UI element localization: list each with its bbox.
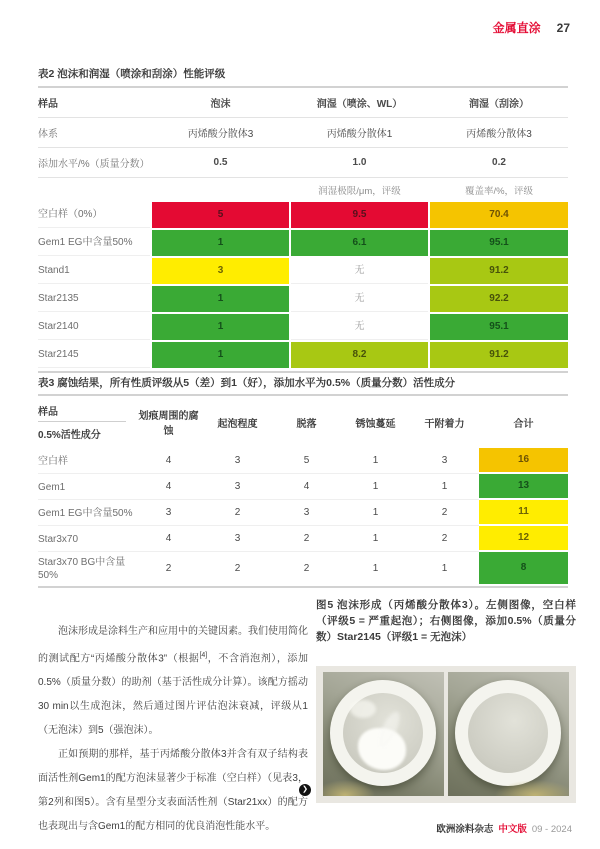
rating-cell: 无	[291, 314, 428, 340]
col-blistering: 起泡程度	[217, 418, 258, 430]
row-label: 空白样	[38, 448, 134, 474]
jar-rim	[330, 680, 436, 786]
table-row	[38, 526, 568, 552]
col-rust-creep: 锈蚀蔓延	[355, 418, 396, 430]
rating-value: 4	[134, 448, 203, 474]
foam-bubbles	[350, 700, 376, 718]
page-header	[493, 19, 570, 36]
row-label: Star2145	[38, 342, 150, 368]
table-row	[38, 202, 568, 228]
photo-star2145-no-foam	[448, 672, 569, 796]
dosage-row-label: 添加水平/%（质量分数）	[38, 159, 150, 170]
figure5-photo-panel	[316, 666, 576, 803]
row-label: Gem1	[38, 474, 134, 500]
rating-cell: 91.2	[430, 342, 568, 368]
rating-value: 1	[441, 563, 448, 574]
row-label: Gem1 EG中含量50%	[38, 230, 150, 256]
system-value: 丙烯酸分散体3	[187, 129, 254, 140]
dosage-value: 0.2	[492, 157, 506, 168]
table-row	[38, 552, 568, 586]
rating-value: 2	[203, 500, 272, 526]
table2-col-wetting-scrape: 润湿（刮涂）	[469, 99, 529, 110]
article-body	[38, 620, 308, 839]
rating-value: 3	[203, 448, 272, 474]
col-peeling: 脱落	[296, 418, 317, 430]
table-row	[38, 286, 568, 312]
table2-subheader-row	[38, 178, 568, 202]
rating-value: 2	[410, 500, 479, 526]
rating-value: 3	[410, 448, 479, 474]
rating-cell: 6.1	[291, 230, 428, 256]
reference-mark: [4]	[199, 652, 208, 659]
subheader-wetting-limit: 润湿极限/μm，评级	[318, 186, 401, 197]
total-cell: 8	[479, 552, 568, 584]
photo-blank-sample-foam	[323, 672, 444, 796]
row-label: Star3x70 BG中含量50%	[38, 557, 126, 581]
rating-cell: 95.1	[430, 230, 568, 256]
rating-value: 1	[341, 474, 410, 500]
system-value: 丙烯酸分散体3	[466, 129, 532, 140]
total-cell: 13	[479, 474, 568, 498]
dosage-value: 1.0	[352, 157, 367, 168]
rating-cell: 5	[152, 202, 289, 228]
figure5-caption: 图5 泡沫形成（丙烯酸分散体3）。左侧图像，空白样（评级5 = 严重起泡）；右侧图像，添加0.5%（质量分数）Star2145（评级1 = 无泡沫）	[316, 599, 576, 643]
rating-value: 4	[134, 474, 203, 500]
table3-header-row	[38, 396, 568, 448]
rating-cell: 无	[291, 286, 428, 312]
article-continue-icon: ❯	[299, 784, 311, 796]
col-corrosion-scratch: 划痕周围的腐蚀	[138, 411, 199, 437]
rating-value: 3	[203, 474, 272, 500]
rating-value: 1	[372, 563, 379, 574]
header-divider	[38, 421, 126, 422]
row-label: 空白样（0%）	[38, 202, 150, 228]
table-row	[38, 314, 568, 340]
rating-value: 4	[272, 474, 341, 500]
edition-label: 中文版	[498, 824, 527, 835]
table3	[38, 394, 568, 588]
col-total: 合计	[513, 418, 534, 430]
rating-cell: 95.1	[430, 314, 568, 340]
table3-sample-header	[38, 403, 134, 441]
rating-cell: 9.5	[291, 202, 428, 228]
rating-cell: 1	[152, 314, 289, 340]
table-row	[38, 474, 568, 500]
rating-value: 5	[272, 448, 341, 474]
rating-value: 1	[341, 500, 410, 526]
table2-col-sample: 样品	[38, 99, 58, 110]
table2-header-row	[38, 88, 568, 118]
paragraph-results: 正如预期的那样，基于丙烯酸分散体3并含有双子结构表面活性剂Gem1的配方泡沫显著少于标准（空白样）（见表3，第2列和图5）。含有星型分支表面活性剂（Star21xx）的配方也表现出与含Gem1的配方相同的优良消泡性能水平。	[38, 749, 308, 833]
rating-cell: 3	[152, 258, 289, 284]
rating-value: 1	[410, 474, 479, 500]
rating-value: 2	[165, 563, 172, 574]
liquid-surface	[468, 693, 548, 773]
table2-col-wetting-spray: 润湿（喷涂、WL）	[316, 99, 403, 110]
rating-value: 2	[410, 526, 479, 552]
paragraph-text: ，不含消泡剂），添加0.5%（质量分数）的助剂（基于活性成分计算）。该配方摇动30 min以生成泡沫，然后通过图片评估泡沫衰减，评级从1（无泡沫）到5（强泡沫）。	[38, 653, 308, 737]
rating-cell: 91.2	[430, 258, 568, 284]
table2	[38, 86, 568, 373]
rating-cell: 1	[152, 342, 289, 368]
table-row	[38, 230, 568, 256]
rating-cell: 无	[291, 258, 428, 284]
paragraph-text: 泡沫形成是涂料生产和应用中的关键因素。我们使用简化的测试配方“丙烯酸分散体3”（根据	[38, 626, 308, 665]
table-row	[38, 448, 568, 474]
page-number: 27	[556, 21, 570, 35]
row-label: Star2135	[38, 286, 150, 312]
table3-title: 表3 腐蚀结果，所有性质评级从5（差）到1（好），添加水平为0.5%（质量分数）活性成分	[38, 377, 456, 389]
rating-value: 4	[134, 526, 203, 552]
dosage-value: 0.5	[213, 157, 228, 168]
rating-cell: 70.4	[430, 202, 568, 228]
table2-title: 表2 泡沫和润湿（喷涂和刮涂）性能评级	[38, 68, 226, 80]
col-dry-adhesion: 干附着力	[424, 418, 465, 430]
section-title: 金属直涂	[492, 21, 541, 35]
table2-col-foam: 泡沫	[210, 99, 231, 110]
total-cell: 16	[479, 448, 568, 472]
total-cell: 12	[479, 526, 568, 550]
jar-rim	[455, 680, 561, 786]
rating-value: 1	[341, 448, 410, 474]
sample-header-bottom: 0.5%活性成分	[38, 430, 101, 441]
table2-dosage-row	[38, 148, 568, 178]
table-row	[38, 500, 568, 526]
sample-header-top: 样品	[38, 407, 58, 418]
row-label: Gem1 EG中含量50%	[38, 500, 134, 526]
system-row-label: 体系	[38, 129, 58, 140]
rating-cell: 92.2	[430, 286, 568, 312]
rating-value: 2	[303, 563, 310, 574]
table-row	[38, 342, 568, 368]
rating-value: 3	[134, 500, 203, 526]
page-footer	[436, 821, 572, 835]
journal-name: 欧洲涂料杂志	[436, 824, 494, 835]
total-cell: 11	[479, 500, 568, 524]
rating-cell: 1	[152, 230, 289, 256]
row-label: Star2140	[38, 314, 150, 340]
rating-cell: 1	[152, 286, 289, 312]
table2-system-row	[38, 118, 568, 148]
row-label: Stand1	[38, 258, 150, 284]
rating-value: 3	[203, 526, 272, 552]
paragraph-foam-testing	[38, 620, 308, 743]
subheader-coverage: 覆盖率/%，评级	[464, 186, 534, 197]
rating-value: 2	[234, 563, 241, 574]
table-row	[38, 258, 568, 284]
rating-value: 2	[272, 526, 341, 552]
row-label: Star3x70	[38, 526, 134, 552]
system-value: 丙烯酸分散体1	[326, 129, 393, 140]
rating-value: 3	[272, 500, 341, 526]
issue-number: 09 - 2024	[531, 824, 572, 835]
rating-cell: 8.2	[291, 342, 428, 368]
rating-value: 1	[341, 526, 410, 552]
